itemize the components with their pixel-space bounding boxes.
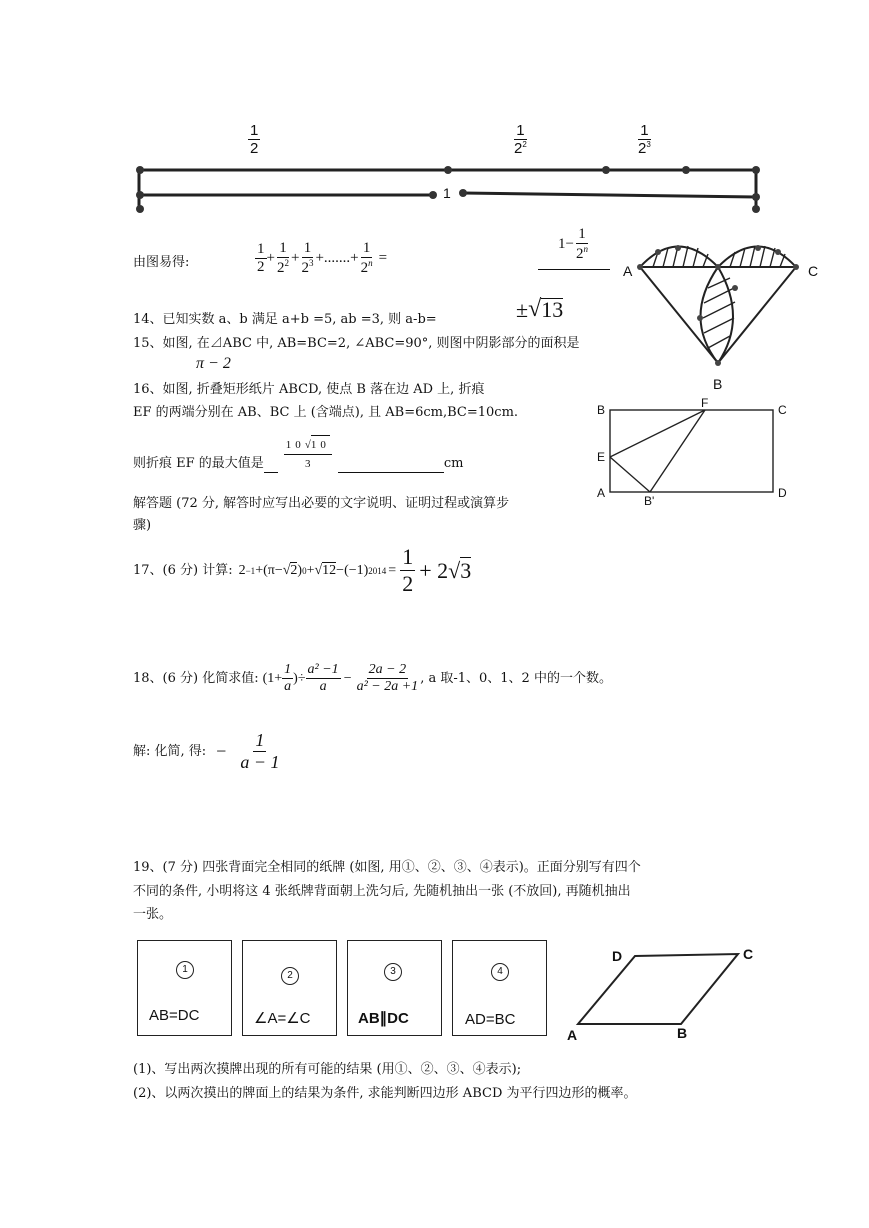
term-half: $\frac{1}{2}$ <box>257 241 265 275</box>
q14-radicand: 13 <box>541 297 564 322</box>
q17-prefix: 17、(6 分) 计算: <box>133 562 233 578</box>
para-label-c: C <box>743 946 754 962</box>
card-4-text: AD=BC <box>465 1011 516 1028</box>
q14-answer: ± √ 13 <box>516 296 564 322</box>
triangle-figure <box>618 238 828 398</box>
term-half-sq: $\frac{1}{2^2}$ <box>276 240 289 276</box>
answer-one: 1 <box>558 236 566 252</box>
segment-lines <box>130 115 770 220</box>
q18-prefix: 18、(6 分) 化简求值: <box>133 670 259 686</box>
q17 <box>133 544 471 597</box>
answer-frac: $\frac{1}{2^n}$ <box>575 226 588 262</box>
q16-line2: EF 的两端分别在 AB、BC 上 (含端点), 且 AB=6cm,BC=10cm. <box>133 405 519 420</box>
segment-figure <box>130 115 770 220</box>
q16-prefix: 则折痕 EF 的最大值是 <box>133 456 264 471</box>
derivation-intro: 由图易得: <box>133 255 190 270</box>
q15-text: 15、如图, 在⊿ABC 中, AB=BC=2, ∠ABC=90°, 则图中阴影部分的面积是 <box>133 336 580 351</box>
label-half-squared-exp: 2 <box>522 140 527 149</box>
q19-sub1: (1)、写出两次摸牌出现的所有可能的结果 (用①、②、③、④表示); <box>133 1062 522 1077</box>
rect-label-bp: B' <box>644 494 655 508</box>
rectangle-figure <box>590 395 800 510</box>
equals-sign: = <box>378 250 388 266</box>
card-2-text: ∠A=∠C <box>254 1010 311 1027</box>
card-2-number: 2 <box>281 967 299 985</box>
q16-line1: 16、如图, 折叠矩形纸片 ABCD, 使点 B 落在边 AD 上, 折痕 <box>133 382 485 397</box>
q18-suffix: , a 取-1、0、1、2 中的一个数。 <box>420 670 612 686</box>
q19-sub2: (2)、以两次摸出的牌面上的结果为条件, 求能判断四边形 ABCD 为平行四边形的概率。 <box>133 1086 637 1101</box>
label-one-half-den: 2 <box>250 140 259 157</box>
triangle-label-c: C <box>808 263 819 279</box>
label-one-half-num: 1 <box>250 122 259 139</box>
triangle-label-b: B <box>713 376 723 392</box>
q17-answer: $\frac{1}{2}$ + 2 √ 3 <box>402 544 472 596</box>
q16-unit: cm <box>443 456 464 471</box>
rect-label-c: C <box>778 403 787 417</box>
q19-line1: 19、(7 分) 四张背面完全相同的纸牌 (如图, 用①、②、③、④表示)。正面分别写有四个 <box>133 860 641 875</box>
section-line1: 解答题 (72 分, 解答时应写出必要的文字说明、证明过程或演算步 <box>133 496 510 511</box>
q16-blank <box>338 472 444 473</box>
parallelogram-svg <box>565 940 765 1050</box>
label-half-cubed-num: 1 <box>640 122 649 139</box>
q18-solution: 解: 化简, 得: − $\frac{1}{a - 1}$ <box>133 730 280 772</box>
q15-answer: π − 2 <box>196 355 231 372</box>
q16-answer-coef: 10 <box>285 438 305 451</box>
label-half-squared-num: 1 <box>516 122 525 139</box>
term-half-cube: $\frac{1}{2^3}$ <box>301 240 314 276</box>
card-1-number: 1 <box>176 961 194 979</box>
derivation-answer <box>538 226 610 270</box>
triangle-svg <box>618 238 828 398</box>
q19-line2: 不同的条件, 小明将这 4 张纸牌背面朝上洗匀后, 先随机抽出一张 (不放回), 再随机抽出 <box>133 884 631 899</box>
rect-label-f: F <box>701 396 709 410</box>
label-half-cubed-den: 2 <box>638 140 647 157</box>
q14-pm: ± <box>516 296 529 322</box>
q19-line3: 一张。 <box>133 907 173 922</box>
card-2 <box>242 940 337 1036</box>
label-half-cubed <box>636 122 653 157</box>
answer-minus: − <box>565 236 574 252</box>
rect-label-b: B <box>597 403 606 417</box>
q16-answer-den: 3 <box>305 458 311 470</box>
q18-expr: (1+ $\frac{1}{a}$ )÷ $\frac{\text{a² −1}}{a}$ − $\frac{2a - 2}{\text{a² − 2a +1}}$ <box>262 662 419 694</box>
card-3-number: 3 <box>384 963 402 981</box>
q16-line3 <box>133 435 463 473</box>
parallelogram-figure <box>565 940 765 1050</box>
q16-answer-rad: 10 <box>311 435 330 454</box>
rectangle-svg <box>590 395 800 510</box>
q17-expr: 2 −1 +(π− √ 2 ) 0 + √ 12 −(−1) 2014 = <box>238 562 397 578</box>
term-half-n: $\frac{1}{2^n}$ <box>360 240 373 276</box>
label-half-squared-den: 2 <box>514 140 523 157</box>
q18 <box>133 662 612 695</box>
section-line2: 骤) <box>133 518 152 533</box>
card-3-text: AB∥DC <box>358 1010 409 1027</box>
para-label-a: A <box>567 1027 578 1043</box>
card-4-number: 4 <box>491 963 509 981</box>
rect-label-a: A <box>597 486 606 500</box>
card-1-text: AB=DC <box>149 1007 200 1024</box>
label-half-cubed-exp: 3 <box>646 140 651 149</box>
label-half-squared <box>512 122 529 157</box>
term-ellipsis: +.......+ <box>315 250 359 266</box>
card-1 <box>137 940 232 1036</box>
label-one-half <box>248 122 260 157</box>
label-one: 1 <box>443 185 451 201</box>
card-4 <box>452 940 547 1036</box>
triangle-label-a: A <box>623 263 633 279</box>
q14-text: 14、已知实数 a、b 满足 a+b =5, ab =3, 则 a-b= <box>133 312 437 327</box>
para-label-d: D <box>612 948 623 964</box>
rect-label-d: D <box>778 486 787 500</box>
q16-answer: 10 √ 10 3 <box>284 435 332 473</box>
derivation-expression: $\frac{1}{2}$ + $\frac{1}{2^2}$ + $\frac{1}{2^3}$ +.......+ $\frac{1}{2^n}$ = <box>257 240 388 276</box>
para-label-b: B <box>677 1025 688 1041</box>
card-3 <box>347 940 442 1036</box>
rect-label-e: E <box>597 450 606 464</box>
